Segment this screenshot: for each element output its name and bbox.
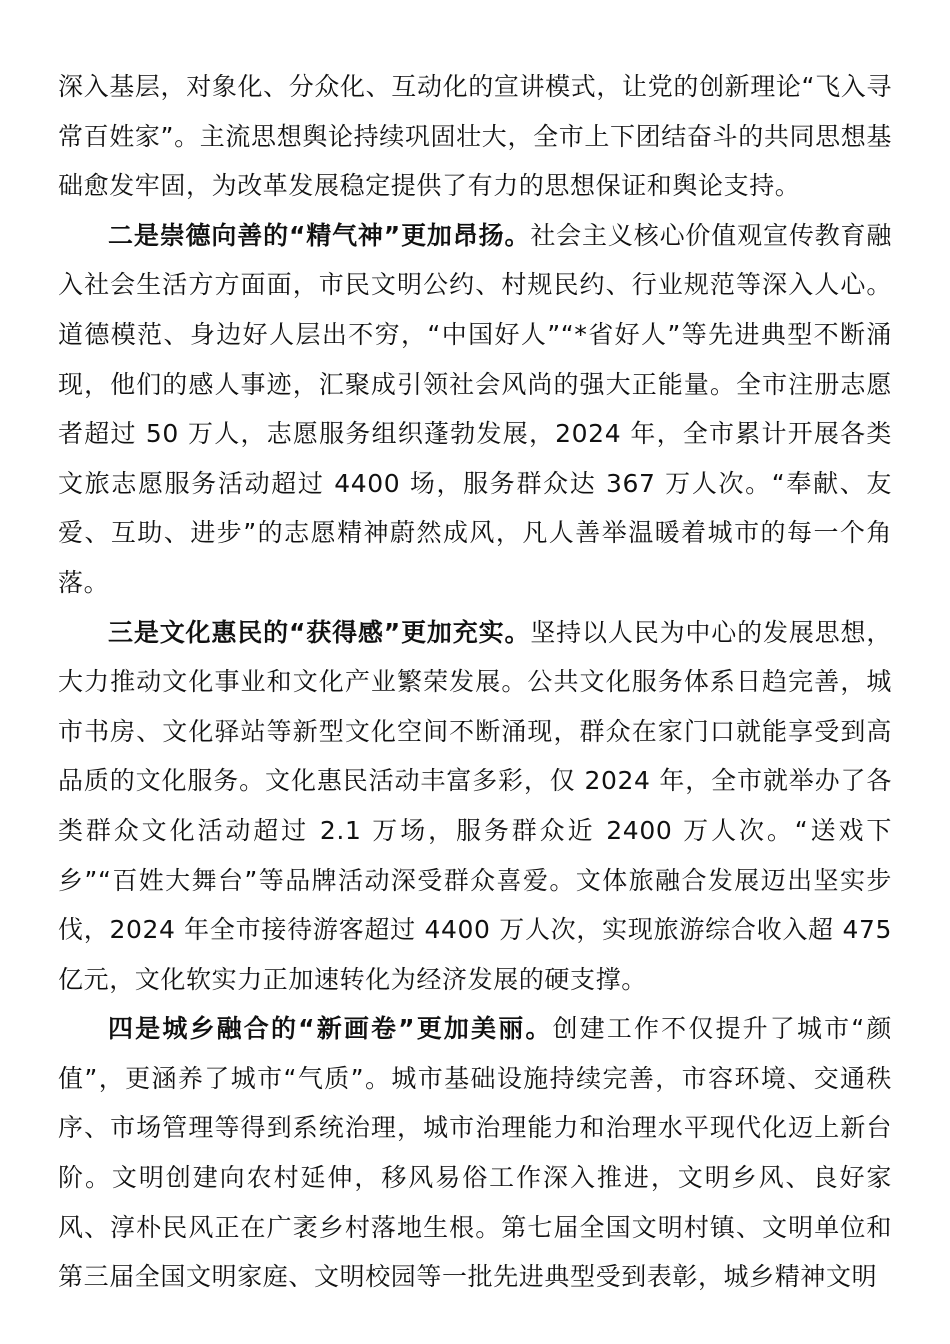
paragraph-cultural-benefit [58,608,892,1005]
paragraph-body: 坚持以人民为中心的发展思想，大力推动文化事业和文化产业繁荣发展。公共文化服务体系日趋完善，城市书房、文化驿站等新型文化空间不断涌现，群众在家门口就能享受到高品质的文化服务。文化惠民活动丰富多彩，仅 2024 年，全市就举办了各类群众文化活动超过 2.1 万场，服务群众近 2400 万人次。“送戏下乡”“百姓大舞台”等品牌活动深受群众喜爱。文体旅融合发展迈出坚实步伐，2024 年全市接待游客超过 4400 万人次，实现旅游综合收入超 475 亿元，文化软实力正加速转化为经济发展的硬支撑。 [58,617,892,994]
paragraph-heading: 三是文化惠民的“获得感”更加充实。 [108,617,531,647]
paragraph-body: 社会主义核心价值观宣传教育融入社会生活方方面面，市民文明公约、村规民约、行业规范等深入人心。道德模范、身边好人层出不穷，“中国好人”“*省好人”等先进典型不断涌现，他们的感人事迹，汇聚成引领社会风尚的强大正能量。全市注册志愿者超过 50 万人，志愿服务组织蓬勃发展，2024 年，全市累计开展各类文旅志愿服务活动超过 4400 场，服务群众达 367 万人次。“奉献、友爱、互助、进步”的志愿精神蔚然成风，凡人善举温暖着城市的每一个角落。 [58,220,892,597]
paragraph-continuation [58,62,892,211]
paragraph-heading: 二是崇德向善的“精气神”更加昂扬。 [108,220,531,250]
paragraph-body: 创建工作不仅提升了城市“颜值”，更涵养了城市“气质”。城市基础设施持续完善，市容环境、交通秩序、市场管理等得到系统治理，城市治理能力和治理水平现代化迈上新台阶。文明创建向农村延伸，移风易俗工作深入推进，文明乡风、良好家风、淳朴民风正在广袤乡村落地生根。第七届全国文明村镇、文明单位和第三届全国文明家庭、文明校园等一批先进典型受到表彰，城乡精神文明 [58,1014,892,1292]
document-page [58,62,892,1302]
paragraph-heading: 四是城乡融合的“新画卷”更加美丽。 [108,1014,553,1044]
paragraph-urban-rural [58,1004,892,1302]
paragraph-moral-spirit [58,211,892,608]
paragraph-body: 深入基层，对象化、分众化、互动化的宣讲模式，让党的创新理论“飞入寻常百姓家”。主流思想舆论持续巩固壮大，全市上下团结奋斗的共同思想基础愈发牢固，为改革发展稳定提供了有力的思想保证和舆论支持。 [58,72,892,201]
